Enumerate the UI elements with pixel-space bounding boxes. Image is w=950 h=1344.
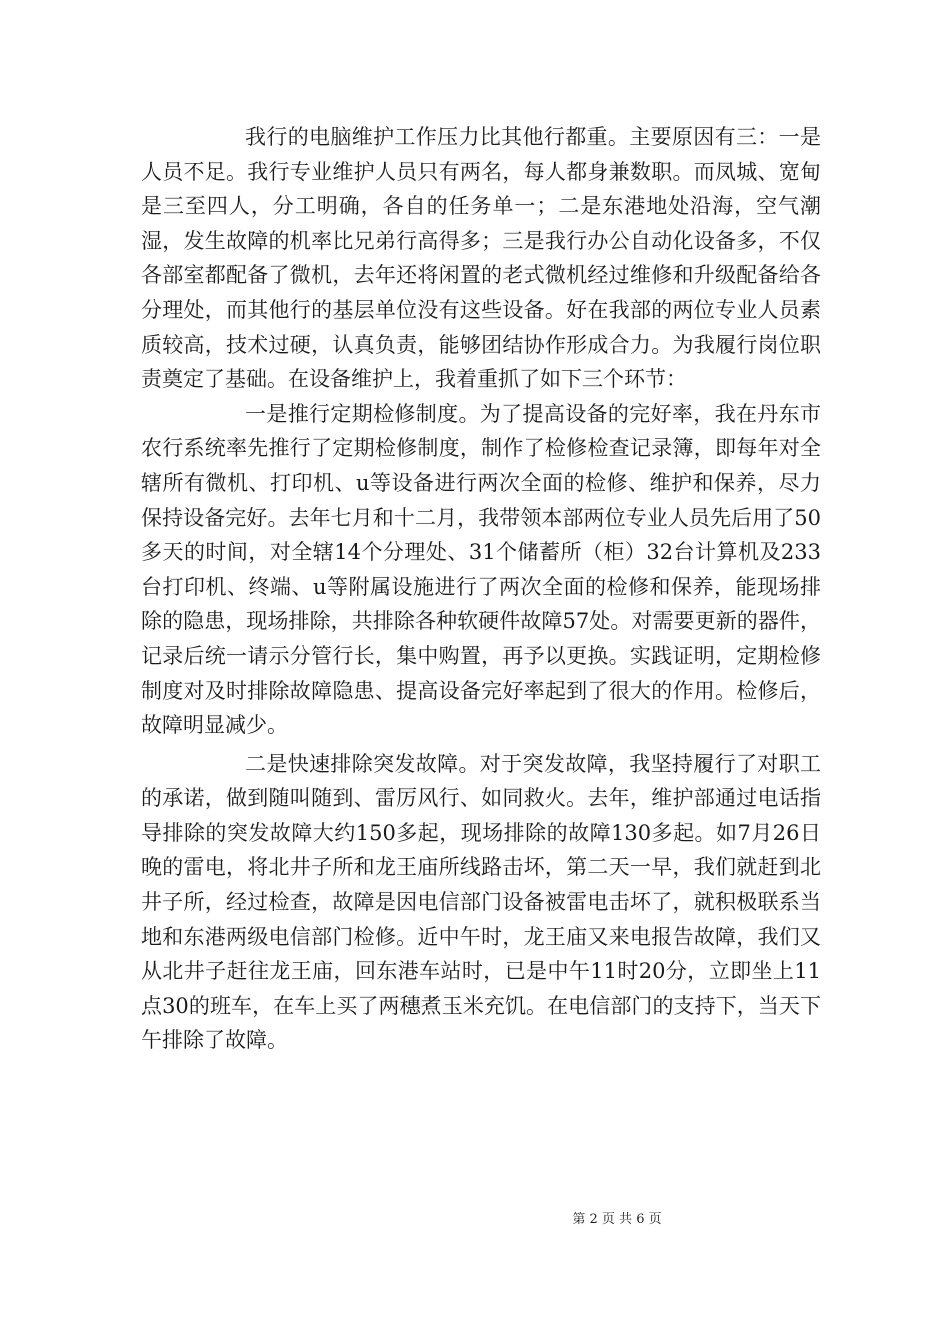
paragraph-1: 我行的电脑维护工作压力比其他行都重。主要原因有三：一是人员不足。我行专业维护人员只有两名，每人都身兼数职。而凤城、宽甸是三至四人，分工明确，各自的任务单一；二是东港地处沿海，空气潮湿，发生故障的机率比兄弟行高得多；三是我行办公自动化设备多，不仅各部室都配备了微机，去年还将闲置的老式微机经过维修和升级配备给各分理处，而其他行的基层单位没有这些设备。好在我部的两位专业人员素质较高，技术过硬，认真负责，能够团结协作形成合力。为我履行岗位职责奠定了基础。在设备维护上，我着重抓了如下三个环节： <box>141 125 821 392</box>
paragraph-2: 一是推行定期检修制度。为了提高设备的完好率，我在丹东市农行系统率先推行了定期检修制度，制作了检修检查记录簿，即每年对全辖所有微机、打印机、u等设备进行两次全面的检修、维护和保养，尽力保持设备完好。去年七月和十二月，我带领本部两位专业人员先后用了50多天的时间，对全辖14个分理处、31个储蓄所（柜）32台计算机及233台打印机、终端、u等附属设施进行了两次全面的检修和保养，能现场排除的隐患，现场排除，共排除各种软硬件故障57处。对需要更新的器件，记录后统一请示分管行长，集中购置，再予以更换。实践证明，定期检修制度对及时排除故障隐患、提高设备完好率起到了很大的作用。检修后，故障明显减少。 <box>141 401 821 738</box>
paragraph-3: 二是快速排除突发故障。对于突发故障，我坚持履行了对职工的承诺，做到随叫随到、雷厉风行、如同救火。去年，维护部通过电话指导排除的突发故障大约150多起，现场排除的故障130多起。如7月26日晚的雷电，将北井子所和龙王庙所线路击坏，第二天一早，我们就赶到北井子所，经过检查，故障是因电信部门设备被雷电击坏了，就积极联系当地和东港两级电信部门检修。近中午时，龙王庙又来电报告故障，我们又从北井子赶往龙王庙，回东港车站时，已是中午11时20分，立即坐上11点30的班车，在车上买了两穗煮玉米充饥。在电信部门的支持下，当天下午排除了故障。 <box>141 751 821 1053</box>
document-body <box>141 120 821 1058</box>
page-footer: 第 2 页 共 6 页 <box>572 1212 662 1227</box>
